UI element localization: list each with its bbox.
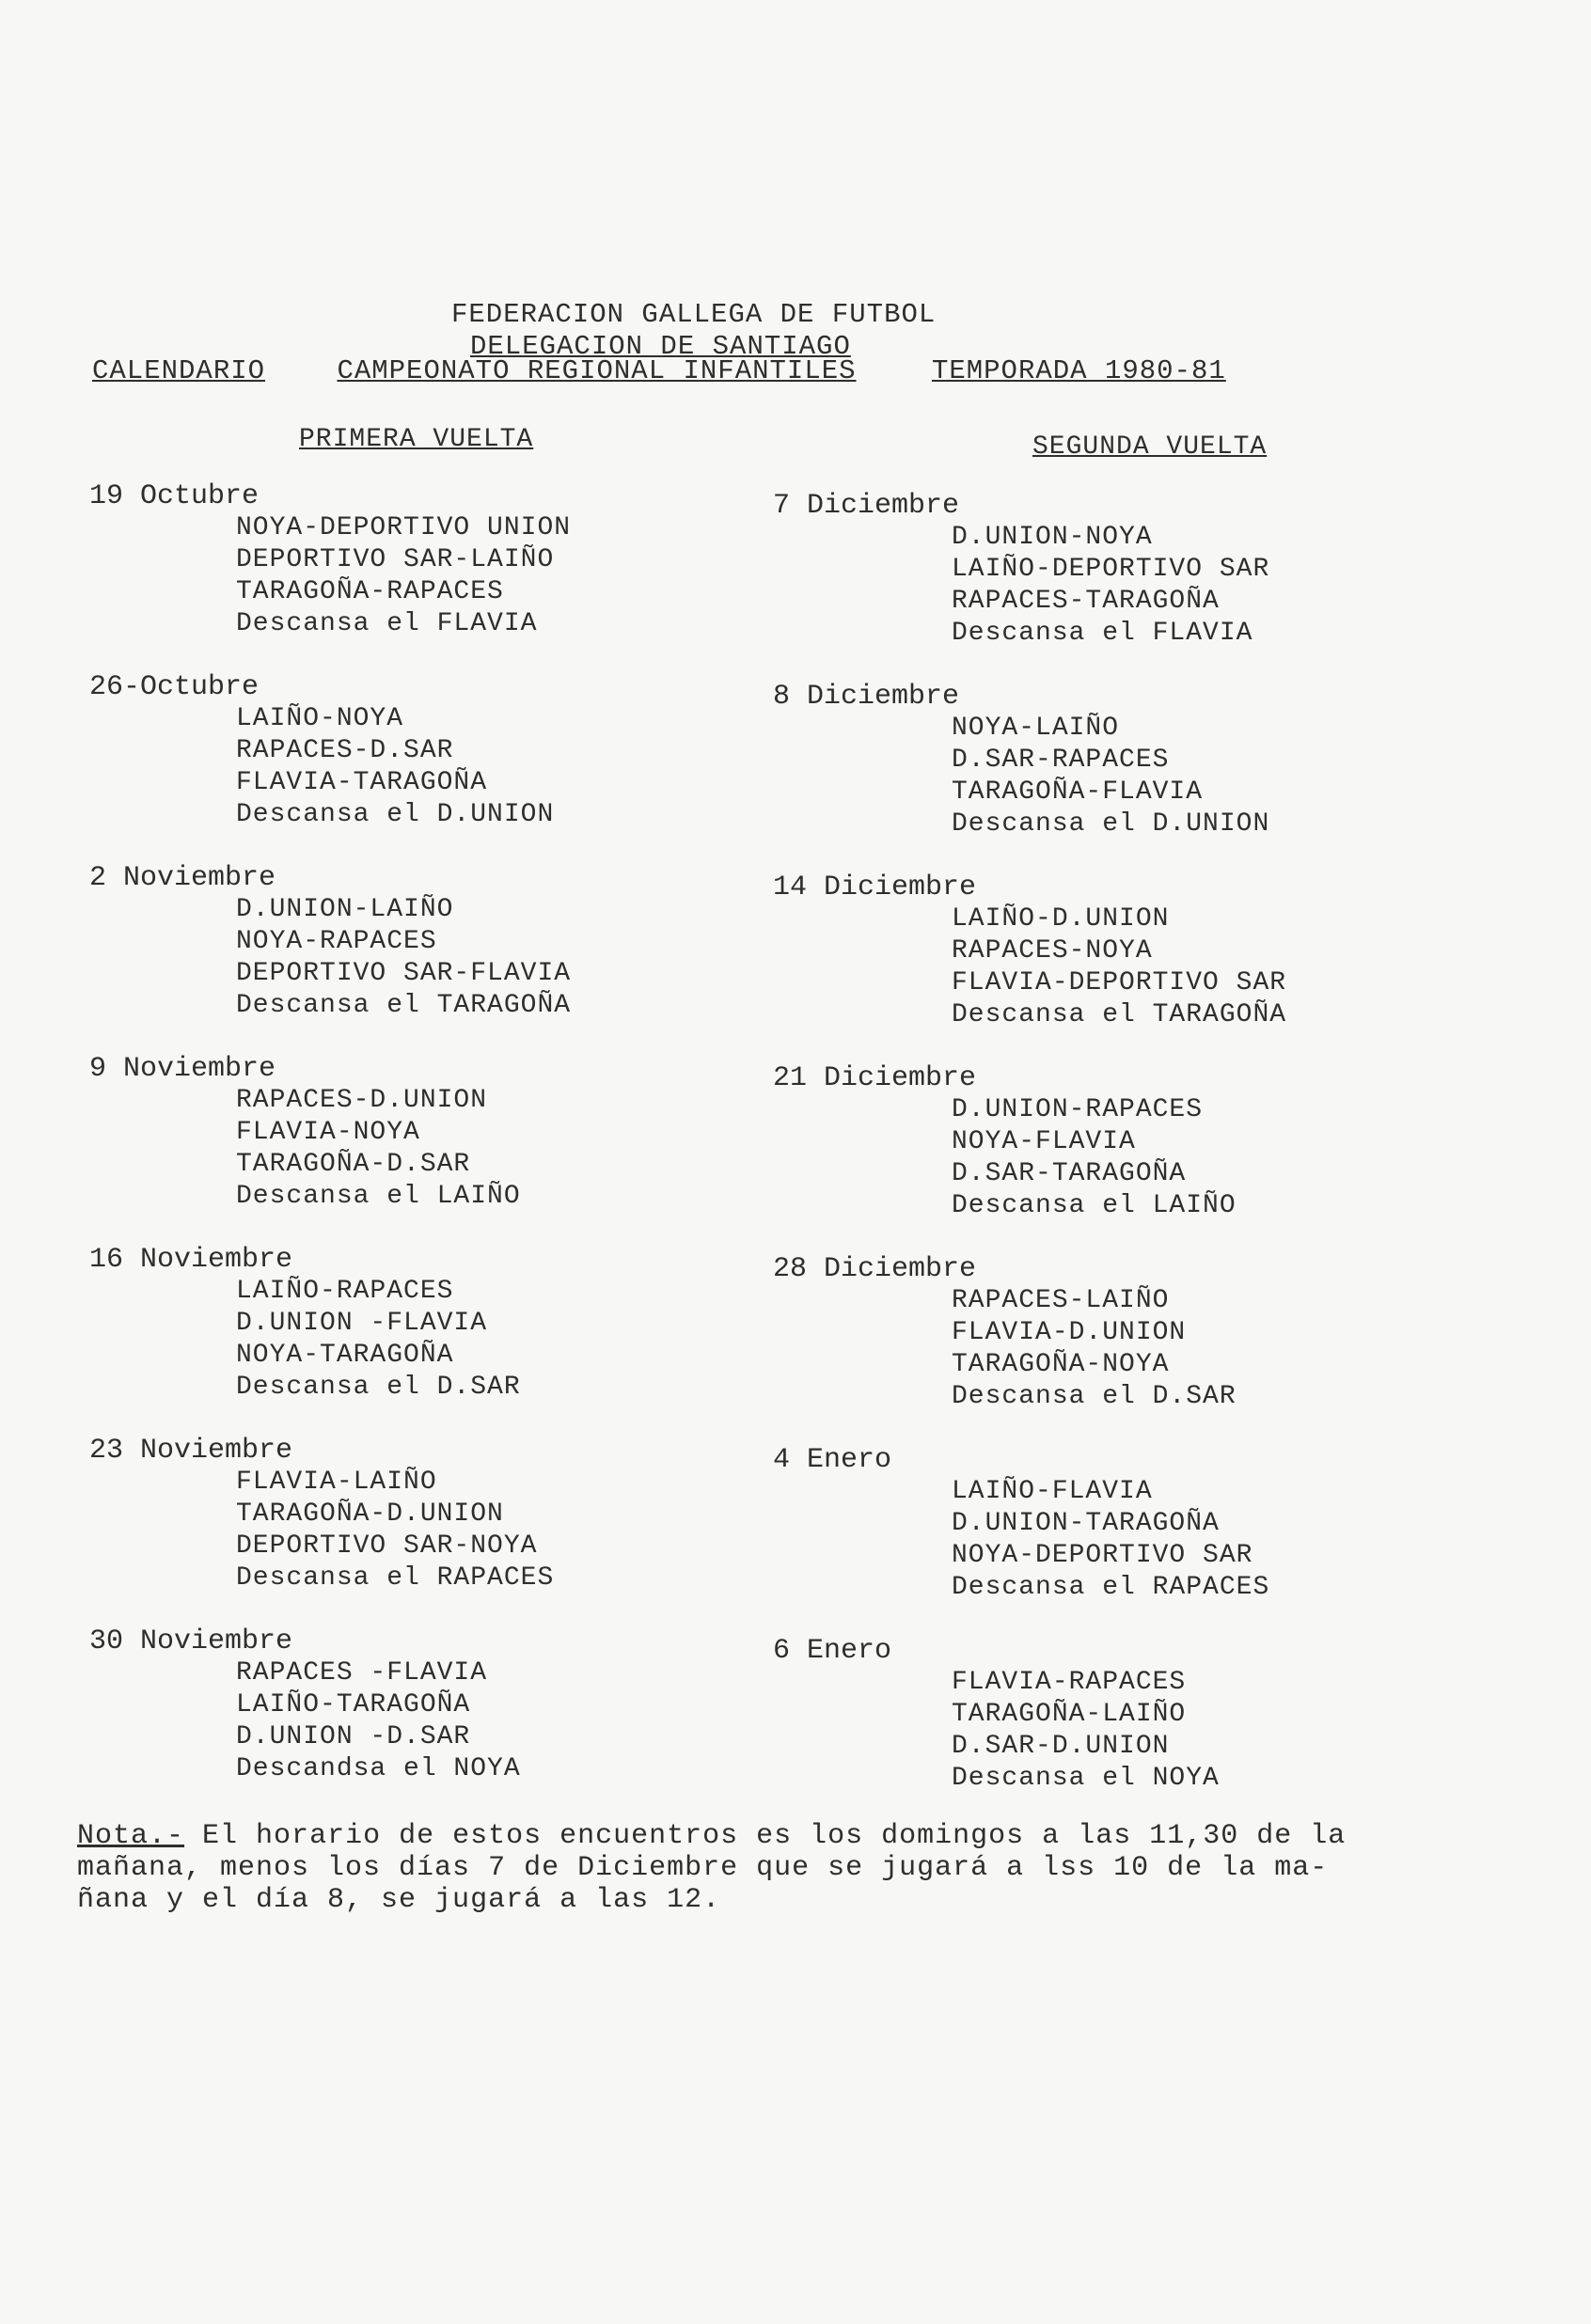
note-line-3: ñana y el día 8, se jugará a las 12. [77, 1884, 721, 1916]
match-line: NOYA-DEPORTIVO UNION [236, 513, 572, 542]
rest-team-line: Descansa el D.SAR [952, 1382, 1237, 1411]
match-line: D.UNION-NOYA [952, 523, 1153, 552]
match-line: D.UNION-LAIÑO [236, 895, 454, 924]
round-date: 23 Noviembre [89, 1435, 293, 1467]
match-line: DEPORTIVO SAR-FLAVIA [236, 959, 572, 988]
championship-title: CAMPEONATO REGIONAL INFANTILES [337, 355, 857, 386]
match-line: DEPORTIVO SAR-LAIÑO [236, 545, 555, 574]
match-line: LAIÑO-NOYA [236, 704, 404, 733]
match-line: D.SAR-TARAGOÑA [952, 1159, 1187, 1188]
match-line: LAIÑO-D.UNION [952, 904, 1170, 934]
round-date: 16 Noviembre [89, 1244, 293, 1276]
rest-team-line: Descansa el D.SAR [236, 1373, 521, 1402]
match-line: D.UNION -FLAVIA [236, 1309, 488, 1338]
round-block [773, 1063, 1488, 1254]
note-text-1: El horario de estos encuentros es los domingos a las 11,30 de la [202, 1820, 1347, 1852]
round-block [773, 491, 1488, 682]
match-line: NOYA-RAPACES [236, 927, 437, 956]
round-block [773, 1636, 1488, 1827]
match-line: TARAGOÑA-FLAVIA [952, 777, 1204, 807]
match-line: RAPACES -FLAVIA [236, 1658, 488, 1688]
match-line: LAIÑO-DEPORTIVO SAR [952, 555, 1270, 584]
match-line: TARAGOÑA-D.SAR [236, 1150, 471, 1179]
match-line: FLAVIA-D.UNION [952, 1318, 1187, 1347]
match-line: NOYA-TARAGOÑA [236, 1341, 454, 1370]
match-line: RAPACES-TARAGOÑA [952, 587, 1220, 616]
round-block [773, 1254, 1488, 1445]
round-date: 14 Diciembre [773, 872, 977, 903]
round-date: 30 Noviembre [89, 1625, 293, 1657]
note-line-1 [77, 1820, 1431, 1852]
round-date: 7 Diciembre [773, 490, 960, 522]
match-line: LAIÑO-RAPACES [236, 1277, 454, 1306]
match-line: RAPACES-LAIÑO [952, 1286, 1170, 1315]
season-label: TEMPORADA 1980-81 [931, 355, 1226, 386]
primera-vuelta-title: PRIMERA VUELTA [299, 425, 534, 454]
rest-team-line: Descansa el D.UNION [236, 800, 555, 829]
match-line: RAPACES-NOYA [952, 936, 1153, 966]
rest-team-line: Descansa el FLAVIA [952, 619, 1253, 648]
rest-team-line: Descansa el D.UNION [952, 809, 1270, 839]
segunda-vuelta-title: SEGUNDA VUELTA [1032, 432, 1268, 462]
delegation-title: DELEGACION DE SANTIAGO [470, 331, 851, 362]
match-line: NOYA-LAIÑO [952, 714, 1120, 743]
rest-team-line: Descansa el FLAVIA [236, 609, 538, 638]
match-line: TARAGOÑA-NOYA [952, 1350, 1170, 1379]
match-line: D.SAR-D.UNION [952, 1732, 1170, 1761]
match-line: FLAVIA-LAIÑO [236, 1468, 437, 1497]
round-block [89, 1245, 804, 1436]
match-line: FLAVIA-TARAGOÑA [236, 768, 488, 797]
rest-team-line: Descansa el RAPACES [236, 1563, 555, 1593]
match-line: FLAVIA-RAPACES [952, 1668, 1187, 1697]
rest-team-line: Descansa el TARAGOÑA [952, 1000, 1287, 1029]
federation-title: FEDERACION GALLEGA DE FUTBOL [451, 299, 937, 330]
schedule-note [77, 1820, 1431, 1916]
rest-team-line: Descansa el LAIÑO [236, 1182, 521, 1211]
match-line: DEPORTIVO SAR-NOYA [236, 1531, 538, 1561]
round-block [773, 682, 1488, 872]
match-line: TARAGOÑA-RAPACES [236, 577, 504, 606]
round-block [89, 1436, 804, 1626]
round-date: 19 Octubre [89, 480, 260, 512]
match-line: D.UNION-TARAGOÑA [952, 1509, 1220, 1538]
rest-team-line: Descandsa el NOYA [236, 1754, 521, 1783]
round-block [89, 672, 804, 863]
round-date: 6 Enero [773, 1635, 892, 1667]
calendar-label: CALENDARIO [92, 355, 266, 386]
round-date: 28 Diciembre [773, 1253, 977, 1285]
round-date: 4 Enero [773, 1444, 892, 1476]
calendar-header-line [92, 355, 1226, 386]
match-line: LAIÑO-FLAVIA [952, 1477, 1153, 1506]
match-line: D.UNION-RAPACES [952, 1095, 1204, 1124]
round-block [773, 1445, 1488, 1636]
round-block [773, 872, 1488, 1063]
primera-vuelta-column [89, 481, 804, 1817]
match-line: RAPACES-D.SAR [236, 736, 454, 765]
match-line: D.UNION -D.SAR [236, 1722, 471, 1751]
match-line: RAPACES-D.UNION [236, 1086, 488, 1115]
round-block [89, 863, 804, 1054]
round-block [89, 481, 804, 672]
match-line: LAIÑO-TARAGOÑA [236, 1690, 471, 1719]
rest-team-line: Descansa el TARAGOÑA [236, 991, 572, 1020]
round-date: 9 Noviembre [89, 1053, 276, 1085]
match-line: D.SAR-RAPACES [952, 746, 1170, 775]
rest-team-line: Descansa el LAIÑO [952, 1191, 1237, 1220]
round-block [89, 1626, 804, 1817]
note-line-2: mañana, menos los días 7 de Diciembre que se jugará a lss 10 de la ma- [77, 1852, 1329, 1884]
note-label: Nota.- [77, 1820, 185, 1852]
segunda-vuelta-column [773, 491, 1488, 1827]
rest-team-line: Descansa el NOYA [952, 1764, 1220, 1793]
match-line: NOYA-DEPORTIVO SAR [952, 1541, 1253, 1570]
round-block [89, 1054, 804, 1245]
match-line: FLAVIA-NOYA [236, 1118, 420, 1147]
round-date: 2 Noviembre [89, 862, 276, 894]
match-line: FLAVIA-DEPORTIVO SAR [952, 968, 1287, 997]
round-date: 8 Diciembre [773, 681, 960, 713]
rest-team-line: Descansa el RAPACES [952, 1573, 1270, 1602]
match-line: NOYA-FLAVIA [952, 1127, 1136, 1156]
match-line: TARAGOÑA-LAIÑO [952, 1700, 1187, 1729]
round-date: 26-Octubre [89, 671, 260, 703]
match-line: TARAGOÑA-D.UNION [236, 1500, 504, 1529]
round-date: 21 Diciembre [773, 1062, 977, 1094]
